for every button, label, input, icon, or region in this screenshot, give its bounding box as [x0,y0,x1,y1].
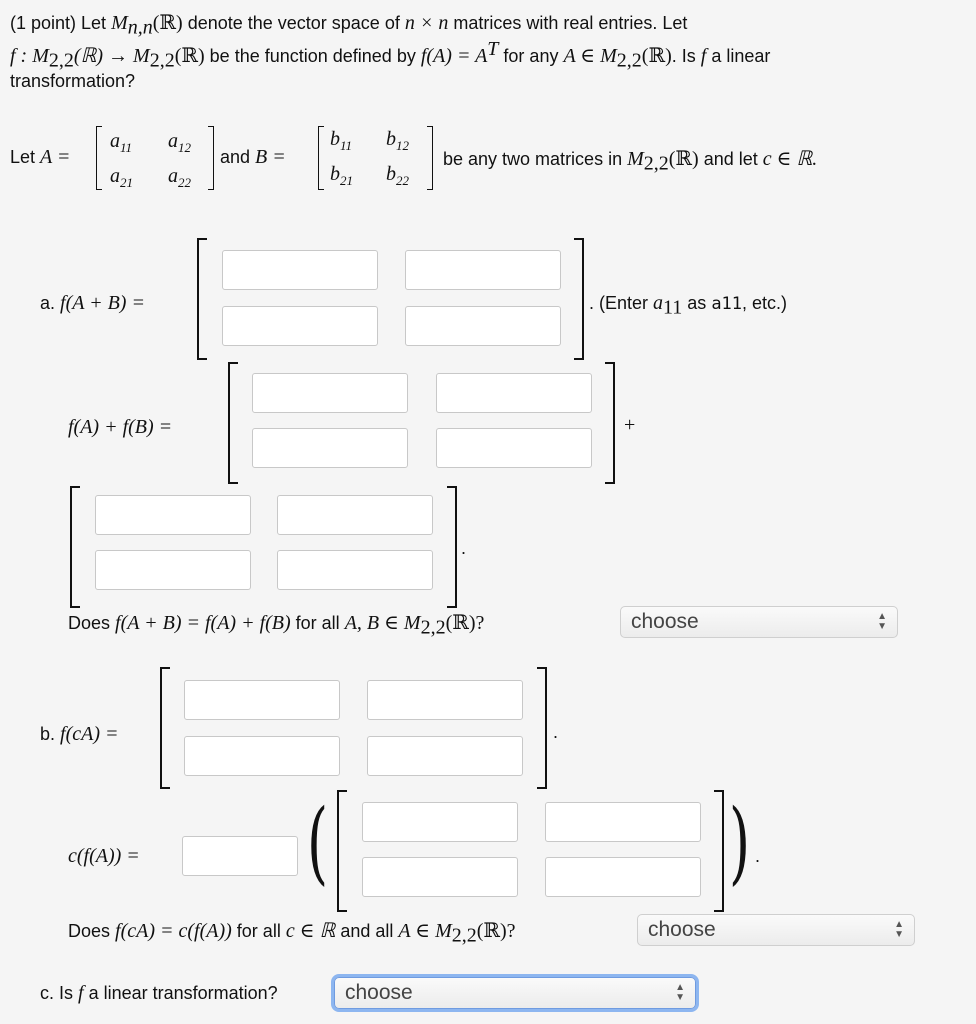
cfA-22-input[interactable] [545,857,701,897]
fcA-21-input[interactable] [184,736,340,776]
fA-22-input[interactable] [436,428,592,468]
period: . [553,722,559,742]
cfA-21-input[interactable] [362,857,518,897]
fB-12-input[interactable] [277,495,433,535]
updown-arrow-icon: ▲ ▼ [894,919,904,940]
fA-12-input[interactable] [436,373,592,413]
a21: $a_{21}$ [110,165,133,190]
matrix-a-right-bracket [208,126,214,190]
fA-21-input[interactable] [252,428,408,468]
right-bracket [714,790,724,912]
fB-22-input[interactable] [277,550,433,590]
additivity-select[interactable]: choose ▲ ▼ [620,606,898,638]
sum-expr: f(A) + f(B) = [68,416,173,438]
b12: $b_{12}$ [386,128,409,153]
matrix-b-right-bracket [427,126,433,190]
part-c-question: c. Is f a linear transformation? [40,982,278,1004]
right-bracket [574,238,584,360]
cfA-expr: c(f(A)) = [68,845,140,867]
homogeneity-question: Does f(cA) = c(f(A)) for all c ∈ ℝ and all A ∈ $M_{2,2}(ℝ)$? [68,920,516,947]
b11: $b_{11}$ [330,128,353,153]
and-b-label: and B = [220,146,286,168]
left-paren: ( [307,790,329,895]
fA-11-input[interactable] [252,373,408,413]
right-paren: ) [729,790,751,895]
fApB-22-input[interactable] [405,306,561,346]
right-bracket [605,362,615,484]
cfA-11-input[interactable] [362,802,518,842]
matrix-b-left-bracket [318,126,324,190]
right-bracket [447,486,457,608]
fcA-11-input[interactable] [184,680,340,720]
fB-21-input[interactable] [95,550,251,590]
left-bracket [228,362,238,484]
left-bracket [160,667,170,789]
intro-line-3: transformation? [10,71,136,91]
a11: $a_{11}$ [110,130,133,155]
let-tail: be any two matrices in $M_{2,2}(ℝ)$ and let c ∈ ℝ. [443,148,818,175]
left-bracket [337,790,347,912]
plus-sign: + [624,414,636,436]
fApB-21-input[interactable] [222,306,378,346]
period: . [461,538,467,558]
additivity-question: Does f(A + B) = f(A) + f(B) for all A, B ∈ $M_{2,2}(ℝ)$? [68,612,485,639]
part-a-label: a. f(A + B) = [40,292,145,314]
cfA-12-input[interactable] [545,802,701,842]
fcA-12-input[interactable] [367,680,523,720]
homogeneity-select[interactable]: choose ▲ ▼ [637,914,915,946]
b21: $b_{21}$ [330,163,353,188]
intro-line-1: (1 point) Let $M_{n,n}(ℝ)$ denote the vector space of n × n matrices with real entries. Let [10,12,688,39]
c-input[interactable] [182,836,298,876]
fB-11-input[interactable] [95,495,251,535]
b22: $b_{22}$ [386,163,409,188]
matrix-a-left-bracket [96,126,102,190]
intro-line-2: f : $M_{2,2}(ℝ)$ → $M_{2,2}(ℝ)$ be the function defined by $f(A) = A^T$ for any A ∈ $M_{2,2}(ℝ)$. Is f a linear [10,38,771,72]
fApB-12-input[interactable] [405,250,561,290]
left-bracket [70,486,80,608]
left-bracket [197,238,207,360]
right-bracket [537,667,547,789]
part-b-label: b. f(cA) = [40,723,119,745]
fcA-22-input[interactable] [367,736,523,776]
a22: $a_{22}$ [168,165,191,190]
a12: $a_{12}$ [168,130,191,155]
fApB-11-input[interactable] [222,250,378,290]
updown-arrow-icon: ▲ ▼ [877,611,887,632]
updown-arrow-icon: ▲ ▼ [675,982,685,1003]
period: . [755,846,761,866]
entry-hint: . (Enter $a_{11}$ as a11, etc.) [589,292,788,319]
let-a-label: Let A = [10,146,71,168]
linear-transformation-select[interactable]: choose ▲ ▼ [334,977,696,1009]
